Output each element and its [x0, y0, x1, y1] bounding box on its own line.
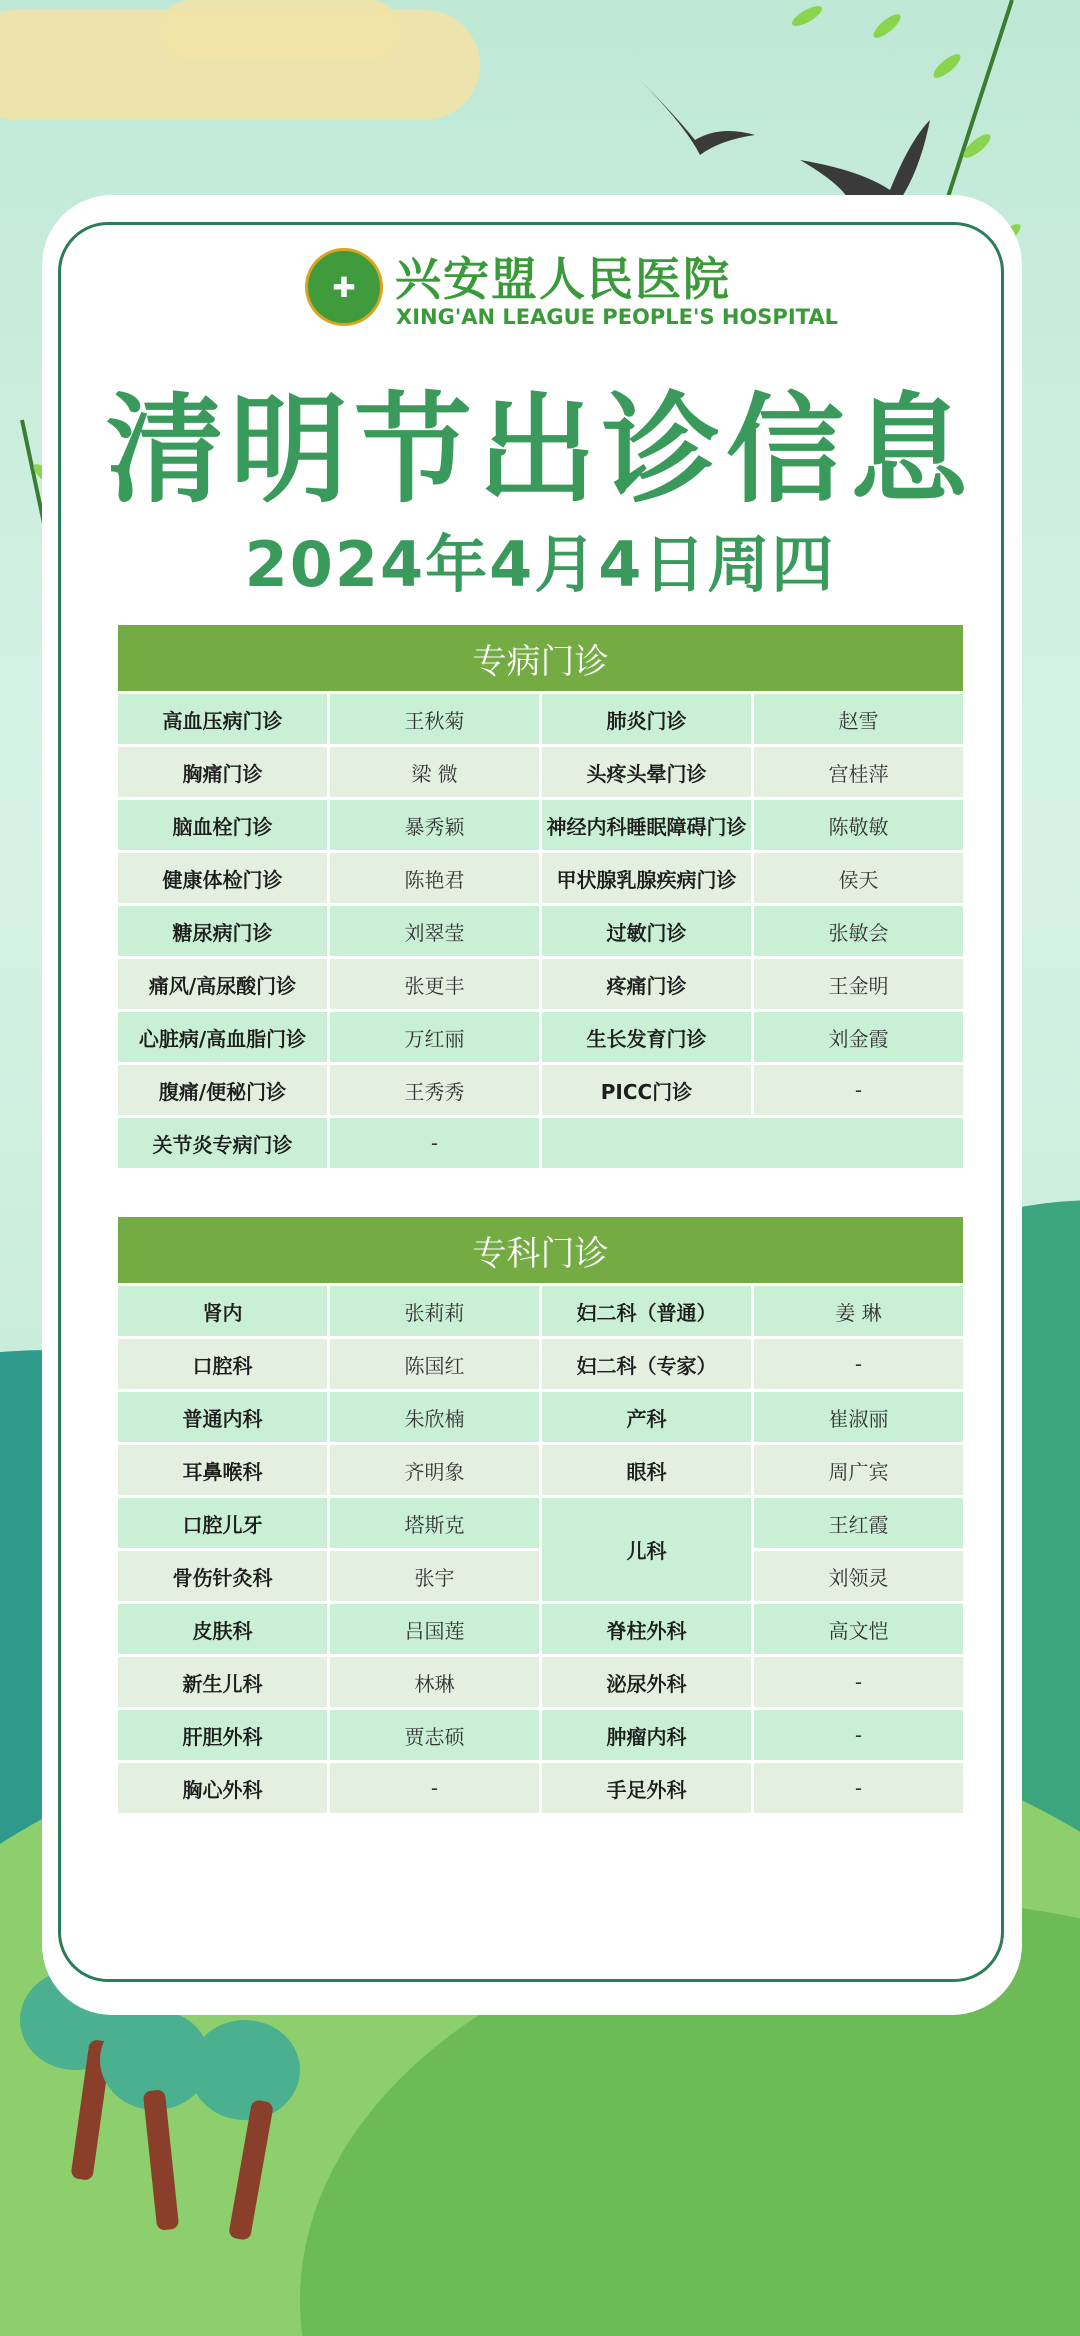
department-cell: 脊柱外科	[542, 1604, 751, 1654]
doctor-cell: 王红霞	[754, 1498, 963, 1548]
empty-cell	[542, 1118, 963, 1168]
doctor-cell: -	[754, 1763, 963, 1813]
department-cell: 普通内科	[118, 1392, 327, 1442]
doctor-cell: -	[754, 1710, 963, 1760]
department-cell: 生长发育门诊	[542, 1012, 751, 1062]
table-row	[118, 853, 963, 903]
doctor-cell: 崔淑丽	[754, 1392, 963, 1442]
department-cell: 泌尿外科	[542, 1657, 751, 1707]
table-row	[118, 1065, 963, 1115]
doctor-cell: 贾志硕	[330, 1710, 539, 1760]
hospital-logo-icon: ✚	[305, 248, 383, 326]
doctor-cell: 周广宾	[754, 1445, 963, 1495]
table-row	[118, 1551, 963, 1601]
table-row	[118, 1012, 963, 1062]
doctor-cell: 暴秀颖	[330, 800, 539, 850]
doctor-cell: 张莉莉	[330, 1286, 539, 1336]
department-cell: 皮肤科	[118, 1604, 327, 1654]
department-cell: 健康体检门诊	[118, 853, 327, 903]
department-cell: 儿科	[542, 1498, 751, 1601]
department-cell: 胸痛门诊	[118, 747, 327, 797]
department-cell: 头疼头晕门诊	[542, 747, 751, 797]
doctor-cell: 王秋菊	[330, 694, 539, 744]
table-row	[118, 1445, 963, 1495]
cloud-decoration	[160, 0, 400, 60]
department-cell: 心脏病/高血脂门诊	[118, 1012, 327, 1062]
doctor-cell: -	[754, 1065, 963, 1115]
table-row	[118, 959, 963, 1009]
department-cell: 脑血栓门诊	[118, 800, 327, 850]
doctor-cell: 赵雪	[754, 694, 963, 744]
doctor-cell: 陈敬敏	[754, 800, 963, 850]
doctor-cell: 张更丰	[330, 959, 539, 1009]
department-cell: 疼痛门诊	[542, 959, 751, 1009]
doctor-cell: 宫桂萍	[754, 747, 963, 797]
table-row	[118, 906, 963, 956]
hospital-header	[300, 245, 838, 335]
department-cell: 新生儿科	[118, 1657, 327, 1707]
doctor-cell: 朱欣楠	[330, 1392, 539, 1442]
department-cell: 腹痛/便秘门诊	[118, 1065, 327, 1115]
department-cell: 胸心外科	[118, 1763, 327, 1813]
doctor-cell: 梁 微	[330, 747, 539, 797]
doctor-cell: -	[754, 1339, 963, 1389]
swallow-icon	[625, 55, 765, 165]
table-row	[118, 694, 963, 744]
page-date: 2024年4月4日周四	[244, 528, 836, 601]
department-cell: 妇二科（专家）	[542, 1339, 751, 1389]
hospital-name-en: XING'AN LEAGUE PEOPLE'S HOSPITAL	[396, 305, 838, 329]
department-cell: 肾内	[118, 1286, 327, 1336]
specialty-clinic-section	[118, 1217, 963, 1816]
specialty-clinic-table	[115, 1283, 966, 1816]
department-cell: 肝胆外科	[118, 1710, 327, 1760]
doctor-cell: 刘金霞	[754, 1012, 963, 1062]
doctor-cell: -	[330, 1763, 539, 1813]
department-cell: 肿瘤内科	[542, 1710, 751, 1760]
table-row	[118, 1118, 963, 1168]
department-cell: PICC门诊	[542, 1065, 751, 1115]
special-clinic-table	[115, 691, 966, 1171]
department-cell: 甲状腺乳腺疾病门诊	[542, 853, 751, 903]
table-row	[118, 1763, 963, 1813]
department-cell: 痛风/高尿酸门诊	[118, 959, 327, 1009]
department-cell: 手足外科	[542, 1763, 751, 1813]
table-row	[118, 1498, 963, 1548]
table-row	[118, 1657, 963, 1707]
department-cell: 口腔科	[118, 1339, 327, 1389]
doctor-cell: 张宇	[330, 1551, 539, 1601]
table-row	[118, 800, 963, 850]
doctor-cell: 万红丽	[330, 1012, 539, 1062]
department-cell: 肺炎门诊	[542, 694, 751, 744]
doctor-cell: 陈国红	[330, 1339, 539, 1389]
doctor-cell: 王金明	[754, 959, 963, 1009]
doctor-cell: -	[330, 1118, 539, 1168]
doctor-cell: 王秀秀	[330, 1065, 539, 1115]
special-clinic-section	[118, 625, 963, 1171]
specialty-clinic-header: 专科门诊	[118, 1217, 963, 1283]
willow-leaf-decoration	[789, 2, 824, 29]
department-cell: 关节炎专病门诊	[118, 1118, 327, 1168]
doctor-cell: 塔斯克	[330, 1498, 539, 1548]
doctor-cell: 吕国莲	[330, 1604, 539, 1654]
doctor-cell: 侯天	[754, 853, 963, 903]
table-row	[118, 1392, 963, 1442]
doctor-cell: 张敏会	[754, 906, 963, 956]
willow-leaf-decoration	[930, 50, 964, 81]
table-row	[118, 1339, 963, 1389]
department-cell: 口腔儿牙	[118, 1498, 327, 1548]
table-row	[118, 1710, 963, 1760]
doctor-cell: 刘翠莹	[330, 906, 539, 956]
doctor-cell: 陈艳君	[330, 853, 539, 903]
doctor-cell: 刘领灵	[754, 1551, 963, 1601]
department-cell: 眼科	[542, 1445, 751, 1495]
department-cell: 骨伤针灸科	[118, 1551, 327, 1601]
department-cell: 糖尿病门诊	[118, 906, 327, 956]
table-row	[118, 1286, 963, 1336]
special-clinic-header: 专病门诊	[118, 625, 963, 691]
willow-leaf-decoration	[870, 10, 904, 41]
department-cell: 神经内科睡眠障碍门诊	[542, 800, 751, 850]
doctor-cell: 齐明象	[330, 1445, 539, 1495]
department-cell: 产科	[542, 1392, 751, 1442]
doctor-cell: 林琳	[330, 1657, 539, 1707]
table-row	[118, 1604, 963, 1654]
department-cell: 耳鼻喉科	[118, 1445, 327, 1495]
doctor-cell: 姜 琳	[754, 1286, 963, 1336]
page-title: 清明节出诊信息	[105, 381, 974, 519]
doctor-cell: -	[754, 1657, 963, 1707]
department-cell: 妇二科（普通）	[542, 1286, 751, 1336]
doctor-cell: 高文恺	[754, 1604, 963, 1654]
hospital-name: 兴安盟人民医院	[395, 252, 731, 306]
table-row	[118, 747, 963, 797]
department-cell: 过敏门诊	[542, 906, 751, 956]
department-cell: 高血压病门诊	[118, 694, 327, 744]
